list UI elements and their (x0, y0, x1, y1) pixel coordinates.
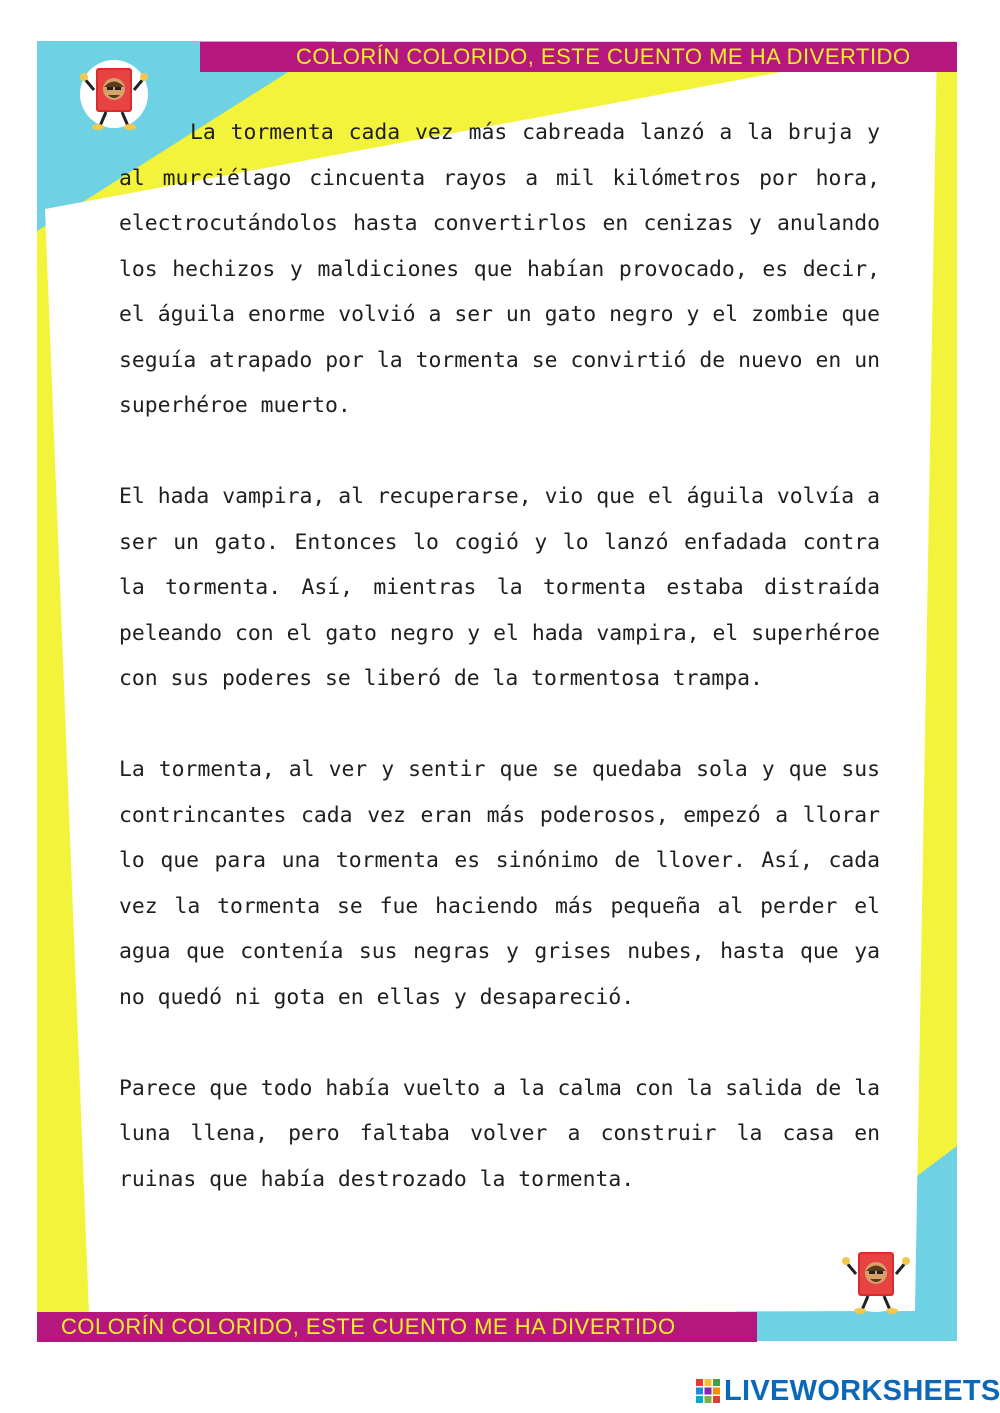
liveworksheets-wordmark: LIVEWORKSHEETS (724, 1374, 1000, 1407)
bottom-banner (37, 1312, 757, 1342)
story-text (119, 110, 880, 1248)
story-paragraph: La tormenta cada vez más cabreada lanzó a la bruja y al murciélago cincuenta rayos a mil kilómetros por hora, electrocutándolos hasta convertirlos en cenizas y anulando los hechizos y maldiciones que habían provocado, es decir, el águila enorme volvió a ser un gato negro y el zombie que seguía atrapado por la tormenta se convirtió de nuevo en un superhéroe muerto. (119, 120, 880, 418)
story-paragraph: La tormenta, al ver y sentir que se quedaba sola y que sus contrincantes cada vez eran más poderosos, empezó a llorar lo que para una tormenta es sinónimo de llover. Así, cada vez la tormenta se fue haciendo más pequeña al perder el agua que contenía sus negras y grises nubes, hasta que ya no quedó ni gota en ellas y desapareció. (119, 757, 880, 1010)
top-banner (200, 42, 957, 72)
story-paragraph: El hada vampira, al recuperarse, vio que el águila volvía a ser un gato. Entonces lo cogió y lo lanzó enfadada contra la tormenta. Así, mientras la tormenta estaba distraída peleando con el gato negro y el hada vampira, el superhéroe con sus poderes se liberó de la tormentosa trampa. (119, 484, 880, 691)
liveworksheets-logo-icon (695, 1378, 721, 1404)
book-mascot-icon (838, 1240, 914, 1320)
top-banner-text: COLORÍN COLORIDO, ESTE CUENTO ME HA DIVERTIDO (296, 44, 911, 69)
liveworksheets-brand[interactable] (695, 1375, 1000, 1407)
bottom-banner-text: COLORÍN COLORIDO, ESTE CUENTO ME HA DIVERTIDO (61, 1314, 676, 1339)
story-paragraph: Parece que todo había vuelto a la calma con la salida de la luna llena, pero faltaba volver a construir la casa en ruinas que había destrozado la tormenta. (119, 1075, 880, 1192)
